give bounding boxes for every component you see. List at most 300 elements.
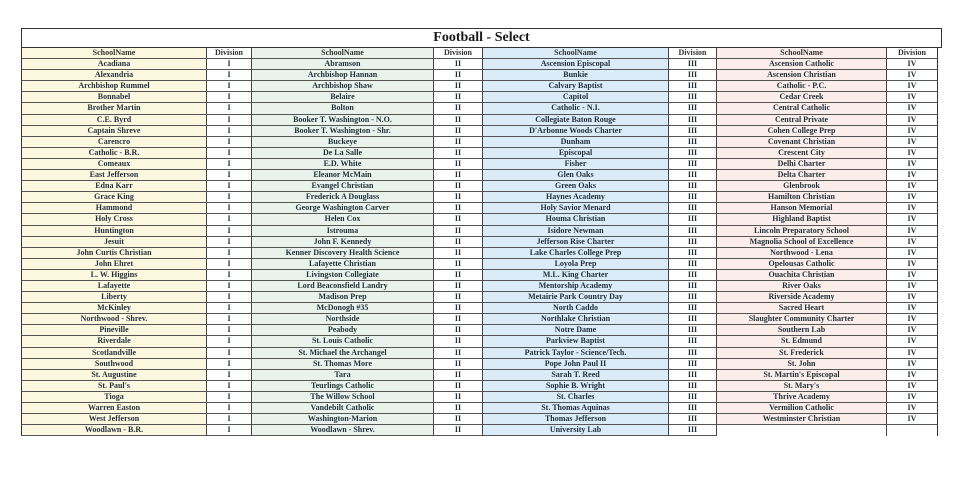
table-row: [717, 214, 938, 225]
division-cell: III: [669, 148, 717, 159]
table-row: [21, 392, 252, 403]
table-row: [252, 314, 483, 325]
division-cell: III: [669, 192, 717, 203]
division-cell: IV: [887, 359, 938, 370]
table-row: [252, 370, 483, 381]
table-row: [21, 214, 252, 225]
table-row: [252, 226, 483, 237]
table-row: [252, 192, 483, 203]
school-name-cell: Northwood - Shrev.: [21, 314, 207, 325]
division-cell: III: [669, 292, 717, 303]
table-row: [717, 226, 938, 237]
table-row: [252, 381, 483, 392]
table-row: [717, 403, 938, 414]
table-row: [717, 414, 938, 425]
division-cell: I: [207, 292, 252, 303]
school-name-cell: Huntington: [21, 226, 207, 237]
school-name-cell: Calvary Baptist: [483, 81, 669, 92]
school-name-cell: Comeaux: [21, 159, 207, 170]
school-name-cell: Lord Beaconsfield Landry: [252, 281, 434, 292]
division-header: Division: [207, 48, 252, 59]
table-row: [717, 237, 938, 248]
school-name-cell: Ascension Catholic: [717, 59, 887, 70]
division-cell: I: [207, 359, 252, 370]
division-cell: II: [434, 137, 483, 148]
division-cell: II: [434, 248, 483, 259]
school-name-cell: Abramson: [252, 59, 434, 70]
table-row: [483, 425, 717, 436]
division-cell: I: [207, 137, 252, 148]
school-name-cell: Sarah T. Reed: [483, 370, 669, 381]
school-name-cell: St. Frederick: [717, 348, 887, 359]
table-row: [483, 259, 717, 270]
school-name-cell: St. Thomas Aquinas: [483, 403, 669, 414]
division-cell: IV: [887, 226, 938, 237]
school-name-cell: Bunkie: [483, 70, 669, 81]
school-name-cell: Holy Cross: [21, 214, 207, 225]
school-name-header: SchoolName: [252, 48, 434, 59]
division-cell: I: [207, 325, 252, 336]
table-row: [717, 259, 938, 270]
division-cell: IV: [887, 59, 938, 70]
division-cell: II: [434, 325, 483, 336]
school-name-cell: George Washington Carver: [252, 203, 434, 214]
table-row: [21, 115, 252, 126]
table-row: [483, 403, 717, 414]
school-name-cell: De La Salle: [252, 148, 434, 159]
table-row: [21, 248, 252, 259]
table-row: [717, 336, 938, 347]
school-name-cell: St. John: [717, 359, 887, 370]
table-row: [252, 259, 483, 270]
table-row: [21, 203, 252, 214]
school-name-cell: Pineville: [21, 325, 207, 336]
division-cell: III: [669, 425, 717, 436]
table-row: [21, 148, 252, 159]
division-cell: III: [669, 270, 717, 281]
division-cell: II: [434, 170, 483, 181]
table-row: [717, 115, 938, 126]
table-row: [252, 126, 483, 137]
division-cell: III: [669, 81, 717, 92]
table-row: [717, 381, 938, 392]
division-cell: II: [434, 425, 483, 436]
school-name-cell: Helen Cox: [252, 214, 434, 225]
school-name-cell: McDonogh #35: [252, 303, 434, 314]
division-cell: II: [434, 214, 483, 225]
division-cell: II: [434, 181, 483, 192]
division-cell: II: [434, 303, 483, 314]
division-4-group: [717, 48, 938, 436]
table-row: [717, 103, 938, 114]
school-name-cell: Ouachita Christian: [717, 270, 887, 281]
division-cell: I: [207, 226, 252, 237]
school-name-cell: Woodlawn - B.R.: [21, 425, 207, 436]
division-cell: IV: [887, 292, 938, 303]
school-name-cell: C.E. Byrd: [21, 115, 207, 126]
division-cell: II: [434, 348, 483, 359]
school-name-cell: Southwood: [21, 359, 207, 370]
school-name-cell: Lafayette Christian: [252, 259, 434, 270]
table-row: [483, 370, 717, 381]
school-name-cell: Hammond: [21, 203, 207, 214]
division-cell: III: [669, 325, 717, 336]
division-cell: II: [434, 281, 483, 292]
division-cell: I: [207, 126, 252, 137]
table-row: [21, 103, 252, 114]
division-cell: III: [669, 226, 717, 237]
table-row: [252, 336, 483, 347]
school-name-cell: Fisher: [483, 159, 669, 170]
division-cell: III: [669, 203, 717, 214]
school-name-cell: Hamilton Christian: [717, 192, 887, 203]
table-row: [252, 292, 483, 303]
division-cell: I: [207, 203, 252, 214]
school-name-cell: Jesuit: [21, 237, 207, 248]
division-cell: II: [434, 336, 483, 347]
table-row: [21, 314, 252, 325]
school-name-cell: Mentorship Academy: [483, 281, 669, 292]
school-name-cell: Cedar Creek: [717, 92, 887, 103]
division-cell: II: [434, 115, 483, 126]
school-name-header: SchoolName: [21, 48, 207, 59]
sheet-title: Football - Select: [21, 28, 942, 48]
division-cell: IV: [887, 336, 938, 347]
table-row: [483, 414, 717, 425]
division-cell: III: [669, 159, 717, 170]
school-name-cell: D'Arbonne Woods Charter: [483, 126, 669, 137]
school-name-cell: Lake Charles College Prep: [483, 248, 669, 259]
division-cell: IV: [887, 70, 938, 81]
table-row: [483, 81, 717, 92]
school-name-cell: Eleanor McMain: [252, 170, 434, 181]
table-row: [717, 59, 938, 70]
table-row: [21, 92, 252, 103]
table-row: [252, 203, 483, 214]
school-name-cell: L. W. Higgins: [21, 270, 207, 281]
school-name-cell: Loyola Prep: [483, 259, 669, 270]
division-cell: III: [669, 414, 717, 425]
school-name-cell: Haynes Academy: [483, 192, 669, 203]
school-name-cell: Collegiate Baton Rouge: [483, 115, 669, 126]
school-name-cell: Thomas Jefferson: [483, 414, 669, 425]
school-name-cell: Edna Karr: [21, 181, 207, 192]
division-cell: III: [669, 237, 717, 248]
table-row: [21, 270, 252, 281]
table-row: [483, 226, 717, 237]
division-cell: I: [207, 159, 252, 170]
table-row: [717, 70, 938, 81]
division-cell: IV: [887, 170, 938, 181]
school-name-cell: Carencro: [21, 137, 207, 148]
division-cell: II: [434, 103, 483, 114]
school-name-cell: The Willow School: [252, 392, 434, 403]
division-cell: II: [434, 270, 483, 281]
division-cell: II: [434, 370, 483, 381]
table-row: [717, 203, 938, 214]
school-name-cell: Riverside Academy: [717, 292, 887, 303]
school-name-cell: Catholic - N.I.: [483, 103, 669, 114]
table-row: [717, 325, 938, 336]
division-cell: IV: [887, 214, 938, 225]
division-cell: I: [207, 381, 252, 392]
table-row: [252, 248, 483, 259]
division-cell: III: [669, 70, 717, 81]
school-name-cell: St. Martin's Episcopal: [717, 370, 887, 381]
division-cell: II: [434, 226, 483, 237]
table-row: [483, 381, 717, 392]
school-name-cell: Green Oaks: [483, 181, 669, 192]
division-cell: I: [207, 103, 252, 114]
division-cell: I: [207, 237, 252, 248]
table-row: [483, 192, 717, 203]
school-name-cell: John Curtis Christian: [21, 248, 207, 259]
table-row: [21, 292, 252, 303]
division-cell: IV: [887, 259, 938, 270]
school-name-cell: M.L. King Charter: [483, 270, 669, 281]
division-cell: IV: [887, 137, 938, 148]
table-row: [21, 170, 252, 181]
table-row: [483, 59, 717, 70]
table-row: [483, 325, 717, 336]
table-row: [252, 59, 483, 70]
table-row: [21, 425, 252, 436]
table-row: [21, 70, 252, 81]
school-name-cell: Pope John Paul II: [483, 359, 669, 370]
division-cell: III: [669, 359, 717, 370]
school-name-cell: Capitol: [483, 92, 669, 103]
school-name-header: SchoolName: [717, 48, 887, 59]
school-name-cell: Dunham: [483, 137, 669, 148]
division-cell: IV: [887, 148, 938, 159]
table-row: [252, 137, 483, 148]
division-1-group: [21, 48, 252, 436]
school-name-cell: Booker T. Washington - Shr.: [252, 126, 434, 137]
school-name-cell: Delta Charter: [717, 170, 887, 181]
table-row: [483, 359, 717, 370]
school-name-cell: Episcopal: [483, 148, 669, 159]
school-name-cell: Buckeye: [252, 137, 434, 148]
table-row: [717, 270, 938, 281]
division-cell: I: [207, 336, 252, 347]
school-name-cell: Hanson Memorial: [717, 203, 887, 214]
table-row: [717, 148, 938, 159]
division-cell: II: [434, 381, 483, 392]
school-name-cell: Tioga: [21, 392, 207, 403]
school-name-cell: Metairie Park Country Day: [483, 292, 669, 303]
school-name-cell: Opelousas Catholic: [717, 259, 887, 270]
division-cell: III: [669, 348, 717, 359]
division-cell: III: [669, 170, 717, 181]
table-row: [252, 115, 483, 126]
table-row: [717, 425, 938, 436]
division-cell: IV: [887, 192, 938, 203]
school-name-cell: Cohen College Prep: [717, 126, 887, 137]
table-row: [717, 314, 938, 325]
division-cell: IV: [887, 92, 938, 103]
table-row: [21, 237, 252, 248]
school-name-cell: Woodlawn - Shrev.: [252, 425, 434, 436]
table-row: [483, 248, 717, 259]
division-cell: I: [207, 414, 252, 425]
school-name-header: SchoolName: [483, 48, 669, 59]
table-row: [21, 137, 252, 148]
school-name-cell: Sophie B. Wright: [483, 381, 669, 392]
table-row: [717, 170, 938, 181]
table-row: [252, 70, 483, 81]
division-cell: I: [207, 148, 252, 159]
table-row: [717, 292, 938, 303]
table-row: [21, 336, 252, 347]
table-row: [21, 414, 252, 425]
school-name-cell: Slaughter Community Charter: [717, 314, 887, 325]
division-cell: I: [207, 281, 252, 292]
table-row: [483, 92, 717, 103]
table-row: [252, 425, 483, 436]
division-cell: III: [669, 137, 717, 148]
school-name-cell: North Caddo: [483, 303, 669, 314]
school-name-cell: St. Michael the Archangel: [252, 348, 434, 359]
division-cell: I: [207, 314, 252, 325]
school-name-cell: Ascension Christian: [717, 70, 887, 81]
division-cell: II: [434, 159, 483, 170]
table-row: [483, 292, 717, 303]
division-cell: III: [669, 403, 717, 414]
table-row: [252, 325, 483, 336]
table-row: [717, 81, 938, 92]
table-row: [717, 248, 938, 259]
division-cell: III: [669, 181, 717, 192]
table-row: [483, 348, 717, 359]
school-name-cell: Central Catholic: [717, 103, 887, 114]
division-cell: IV: [887, 126, 938, 137]
school-name-cell: Booker T. Washington - N.O.: [252, 115, 434, 126]
table-row: [717, 181, 938, 192]
table-row: [717, 126, 938, 137]
division-cell: IV: [887, 181, 938, 192]
division-cell: IV: [887, 370, 938, 381]
school-name-cell: University Lab: [483, 425, 669, 436]
school-name-cell: John Ehret: [21, 259, 207, 270]
division-cell: II: [434, 237, 483, 248]
table-row: [252, 148, 483, 159]
school-name-cell: Acadiana: [21, 59, 207, 70]
table-row: [21, 348, 252, 359]
table-row: [21, 281, 252, 292]
division-cell: II: [434, 70, 483, 81]
division-cell: I: [207, 181, 252, 192]
school-name-cell: Southern Lab: [717, 325, 887, 336]
division-cell: III: [669, 103, 717, 114]
division-cell: IV: [887, 159, 938, 170]
table-row: [252, 281, 483, 292]
division-cell: II: [434, 403, 483, 414]
table-row: [252, 214, 483, 225]
table-row: [252, 359, 483, 370]
school-name-cell: Vermilion Catholic: [717, 403, 887, 414]
division-header: Division: [669, 48, 717, 59]
division-cell: IV: [887, 325, 938, 336]
division-cell: I: [207, 425, 252, 436]
table-row: [21, 126, 252, 137]
table-row: [483, 115, 717, 126]
table-row: [483, 392, 717, 403]
division-cell: III: [669, 92, 717, 103]
division-cell: IV: [887, 248, 938, 259]
division-cell: III: [669, 392, 717, 403]
school-name-cell: Northwood - Lena: [717, 248, 887, 259]
division-cell: II: [434, 59, 483, 70]
table-row: [252, 303, 483, 314]
division-cell: II: [434, 292, 483, 303]
column-header-row: [21, 48, 252, 59]
school-name-cell: Vandebilt Catholic: [252, 403, 434, 414]
school-name-cell: Highland Baptist: [717, 214, 887, 225]
division-cell: II: [434, 314, 483, 325]
school-name-cell: Jefferson Rise Charter: [483, 237, 669, 248]
school-name-cell: Sacred Heart: [717, 303, 887, 314]
division-cell: I: [207, 214, 252, 225]
division-cell: II: [434, 148, 483, 159]
school-name-cell: Central Private: [717, 115, 887, 126]
division-cell: III: [669, 259, 717, 270]
division-header: Division: [434, 48, 483, 59]
table-row: [717, 92, 938, 103]
division-cell: I: [207, 403, 252, 414]
division-cell: II: [434, 203, 483, 214]
column-header-row: [483, 48, 717, 59]
table-row: [483, 181, 717, 192]
division-cell: III: [669, 381, 717, 392]
division-cell: III: [669, 248, 717, 259]
division-cell: I: [207, 170, 252, 181]
division-header: Division: [887, 48, 938, 59]
school-name-cell: Liberty: [21, 292, 207, 303]
school-name-cell: River Oaks: [717, 281, 887, 292]
table-row: [21, 370, 252, 381]
school-name-cell: St. Mary's: [717, 381, 887, 392]
table-row: [483, 336, 717, 347]
school-name-cell: Captain Shreve: [21, 126, 207, 137]
school-name-cell: John F. Kennedy: [252, 237, 434, 248]
division-cell: I: [207, 259, 252, 270]
division-cell: II: [434, 392, 483, 403]
table-row: [252, 237, 483, 248]
school-name-cell: St. Thomas More: [252, 359, 434, 370]
school-name-cell: St. Paul's: [21, 381, 207, 392]
division-cell: I: [207, 392, 252, 403]
school-name-cell: East Jefferson: [21, 170, 207, 181]
table-row: [483, 214, 717, 225]
division-cell: I: [207, 248, 252, 259]
school-name-cell: Delhi Charter: [717, 159, 887, 170]
school-name-cell: St. Louis Catholic: [252, 336, 434, 347]
school-name-cell: Lincoln Preparatory School: [717, 226, 887, 237]
table-row: [717, 392, 938, 403]
division-cell: III: [669, 314, 717, 325]
school-name-cell: Parkview Baptist: [483, 336, 669, 347]
table-row: [717, 159, 938, 170]
school-name-cell: Peabody: [252, 325, 434, 336]
division-cell: III: [669, 281, 717, 292]
school-name-cell: St. Edmund: [717, 336, 887, 347]
school-name-cell: Bonnabel: [21, 92, 207, 103]
school-name-cell: Grace King: [21, 192, 207, 203]
table-row: [252, 81, 483, 92]
division-cell: IV: [887, 348, 938, 359]
school-name-cell: Catholic - B.R.: [21, 148, 207, 159]
school-name-cell: Archbishop Rummel: [21, 81, 207, 92]
